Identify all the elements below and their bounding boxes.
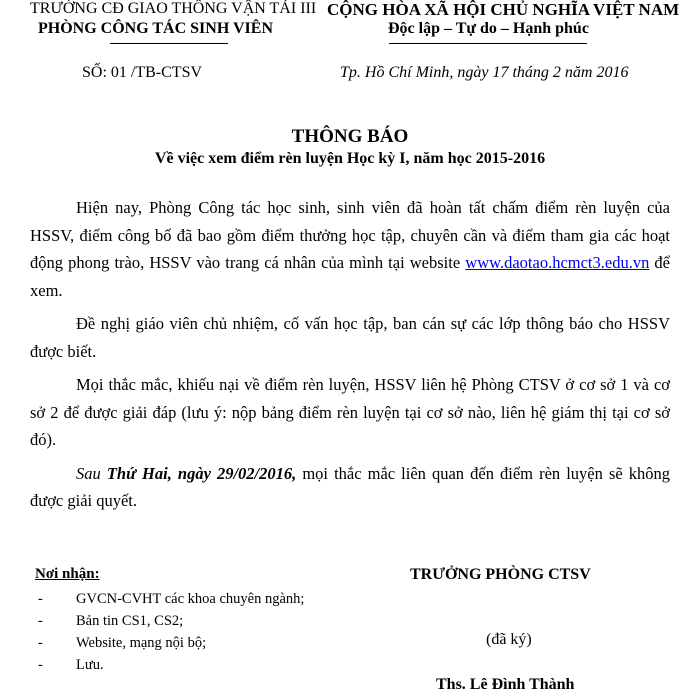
list-item — [38, 588, 304, 610]
list-item — [38, 632, 304, 654]
signature-title: TRƯỞNG PHÒNG CTSV — [410, 566, 591, 583]
nation-line-1: CỘNG HÒA XÃ HỘI CHỦ NGHĨA VIỆT NAM — [327, 0, 680, 19]
recipients-title: Nơi nhận: — [35, 566, 100, 582]
paragraph-3: Mọi thắc mắc, khiếu nại về điểm rèn luyện, HSSV liên hệ Phòng CTSV ở cơ sở 1 và cơ sở 2 để được giải đáp (lưu ý: nộp bảng điểm rèn luyện tại cơ sở nào, liên hệ giám thị tại cơ sở đó). — [30, 375, 670, 449]
list-bullet: - — [38, 613, 43, 629]
list-item — [38, 654, 304, 676]
signature-note: (đã ký) — [486, 631, 532, 648]
list-bullet: - — [38, 657, 43, 673]
date-line: Tp. Hồ Chí Minh, ngày 17 tháng 2 năm 2016 — [340, 64, 629, 81]
paragraph-4-lead: Sau — [76, 463, 107, 483]
recipient-text: GVCN-CVHT các khoa chuyên ngành; — [76, 591, 305, 607]
paragraph-4-text: mọi thắc mắc liên quan đến điểm rèn luyện sẽ không được giải quyết. — [30, 463, 671, 510]
recipient-text: Website, mạng nội bộ; — [76, 635, 207, 651]
recipient-text: Bản tin CS1, CS2; — [76, 613, 184, 629]
recipient-text: Lưu. — [76, 657, 104, 673]
list-item — [38, 610, 304, 632]
paragraph-1-text: Hiện nay, Phòng Công tác học sinh, sinh viên đã hoàn tất chấm điểm rèn luyện của HSSV, điểm công bố đã bao gồm điểm thưởng học tập, chuyên cần và điểm tham gia các hoạt động phong trào, HSSV vào trang cá nhân của mình tại website — [30, 198, 670, 272]
org-line-1: TRƯỜNG CĐ GIAO THÔNG VẬN TẢI III — [30, 0, 317, 17]
recipients-list — [38, 588, 304, 676]
deadline-date: Thứ Hai, ngày 29/02/2016, — [106, 463, 297, 483]
paragraph-1 — [30, 194, 670, 304]
list-bullet: - — [38, 591, 43, 607]
document-body — [30, 194, 670, 521]
signer-name: Ths. Lê Đình Thành — [436, 676, 575, 693]
paragraph-1-tail: để xem. — [30, 253, 671, 300]
org-line-2: PHÒNG CÔNG TÁC SINH VIÊN — [38, 20, 273, 37]
nation-line-2: Độc lập – Tự do – Hạnh phúc — [388, 20, 589, 37]
document-subtitle: Về việc xem điểm rèn luyện Học kỳ I, năm học 2015-2016 — [154, 150, 546, 167]
document-number: SỐ: 01 /TB-CTSV — [82, 64, 203, 81]
org-underline — [110, 43, 228, 44]
website-link[interactable]: www.daotao.hcmct3.edu.vn — [465, 253, 650, 272]
list-bullet: - — [38, 635, 43, 651]
nation-underline — [389, 43, 587, 44]
document-title: THÔNG BÁO — [291, 126, 409, 147]
paragraph-2: Đề nghị giáo viên chủ nhiệm, cố vấn học tập, ban cán sự các lớp thông báo cho HSSV được biết. — [30, 314, 670, 361]
paragraph-4 — [30, 460, 670, 515]
